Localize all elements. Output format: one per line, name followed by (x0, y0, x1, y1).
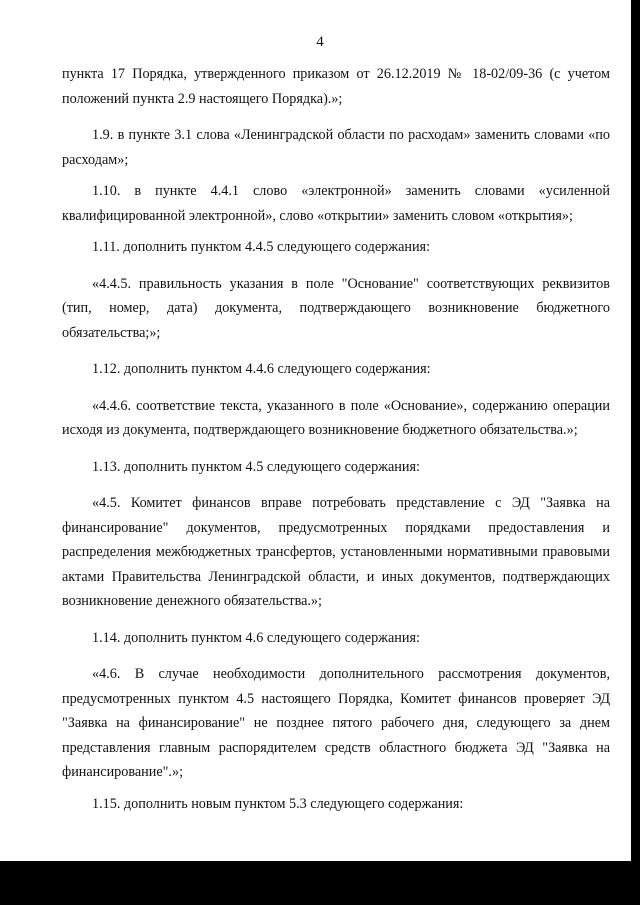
paragraph-1-15: 1.15. дополнить новым пунктом 5.3 следующего содержания: (92, 795, 464, 812)
paragraph-4-4-6: «4.4.6. соответствие текста, указанного в поле «Основание», содержанию операции исходя из документа, подтверждающего возникновение бюджетного обязательства.»; (62, 397, 610, 438)
paragraph-1-12: 1.12. дополнить пунктом 4.4.6 следующего содержания: (92, 361, 431, 377)
paragraph-4-4-5: «4.4.5. правильность указания в поле "Основание" соответствующих реквизитов (тип, номер, дата) документа, подтверждающего возникновение бюджетного обязательства;»; (62, 275, 610, 341)
paragraph-4-6: «4.6. В случае необходимости дополнительного рассмотрения документов, предусмотренных пунктом 4.5 настоящего Порядка, Комитет финансов проверяет ЭД "Заявка на финансирование" не позднее пятого рабочего дня, следующего за днем представления главным распорядителем средств областного бюджета ЭД "Заявка на финансирование".»; (62, 666, 610, 780)
paragraph-1-13: 1.13. дополнить пунктом 4.5 следующего содержания: (92, 458, 420, 475)
scan-border-bottom (0, 861, 640, 905)
paragraph-1-14: 1.14. дополнить пунктом 4.6 следующего содержания: (92, 629, 420, 646)
paragraph-1-11: 1.11. дополнить пунктом 4.4.5 следующего содержания: (92, 239, 431, 255)
paragraph-4-5: «4.5. Комитет финансов вправе потребовать представление с ЭД "Заявка на финансирование" документов, предусмотренных порядками предоставления и распределения межбюджетных трансфертов, установленными нормативными правовыми актами Правительства Ленинградской области, и иных документов, подтверждающих возникновение денежного обязательства.»; (62, 495, 610, 609)
page-number: 4 (316, 34, 324, 50)
scan-border-right (631, 0, 640, 905)
paragraph-1-9: 1.9. в пункте 3.1 слова «Ленинградской области по расходам» заменить словами «по расходам»; (62, 127, 610, 168)
document-body (62, 62, 610, 822)
paragraph-1-10: 1.10. в пункте 4.4.1 слово «электронной» заменить словами «усиленной квалифицированной электронной», слово «открытии» заменить словом «открытия»; (62, 183, 610, 224)
paragraph-continuation: пункта 17 Порядка, утвержденного приказом от 26.12.2019 № 18-02/09-36 (с учетом положений пункта 2.9 настоящего Порядка).»; (62, 66, 610, 107)
